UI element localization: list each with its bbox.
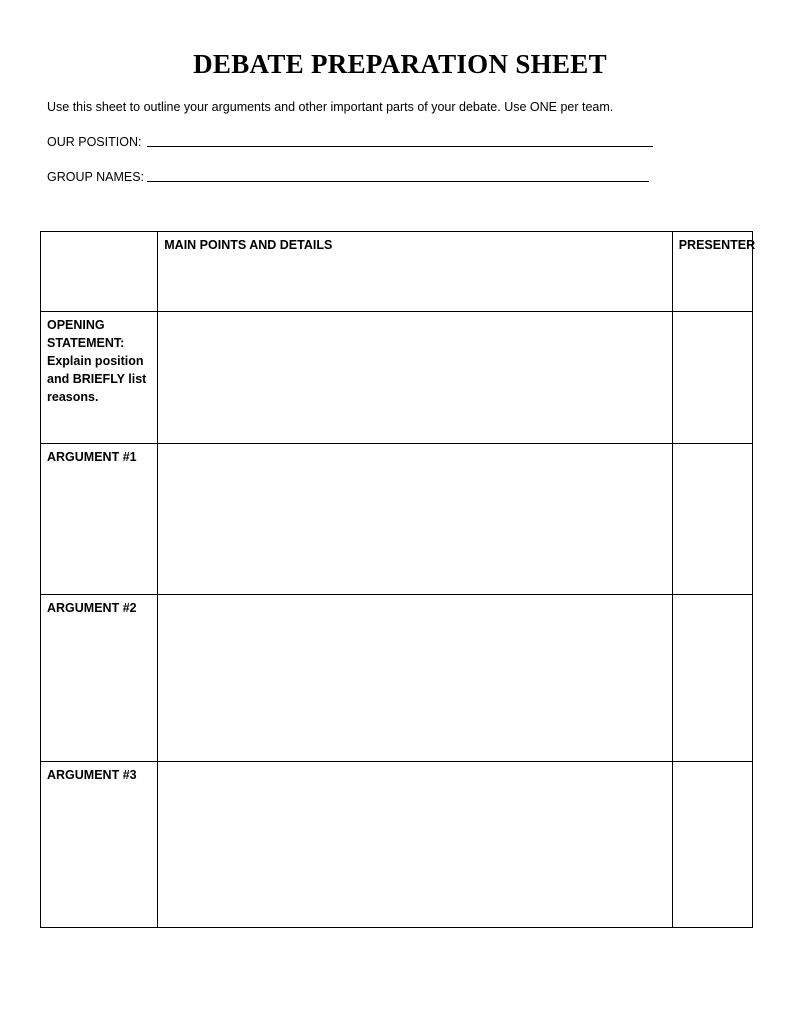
position-label: OUR POSITION: (47, 135, 142, 149)
opening-statement-presenter-cell[interactable] (672, 312, 752, 444)
instructions-text: Use this sheet to outline your arguments and other important parts of your debate. Use ONE per team. (47, 100, 614, 114)
argument-1-details-cell[interactable] (158, 444, 672, 595)
table-row (41, 762, 753, 928)
table-header-row (41, 232, 753, 312)
preparation-table (40, 231, 756, 928)
group-names-label: GROUP NAMES: (47, 170, 145, 184)
group-names-field[interactable] (147, 169, 649, 182)
page-title: DEBATE PREPARATION SHEET (193, 49, 607, 79)
table-row (41, 312, 753, 444)
row-label-argument-1: ARGUMENT #1 (41, 444, 158, 595)
argument-2-details-cell[interactable] (158, 595, 672, 762)
argument-1-presenter-cell[interactable] (672, 444, 752, 595)
position-row (47, 134, 141, 150)
header-blank-cell (41, 232, 158, 312)
opening-statement-details-cell[interactable] (158, 312, 672, 444)
argument-3-details-cell[interactable] (158, 762, 672, 928)
table-row (41, 444, 753, 595)
position-field[interactable] (147, 134, 653, 147)
group-names-row (47, 169, 144, 185)
presenter-header: PRESENTER (672, 232, 752, 312)
main-points-header: MAIN POINTS AND DETAILS (158, 232, 672, 312)
table-row (41, 595, 753, 762)
argument-2-presenter-cell[interactable] (672, 595, 752, 762)
row-label-opening-statement: OPENING STATEMENT: Explain position and BRIEFLY list reasons. (41, 312, 158, 444)
argument-3-presenter-cell[interactable] (672, 762, 752, 928)
row-label-argument-2: ARGUMENT #2 (41, 595, 158, 762)
row-label-argument-3: ARGUMENT #3 (41, 762, 158, 928)
